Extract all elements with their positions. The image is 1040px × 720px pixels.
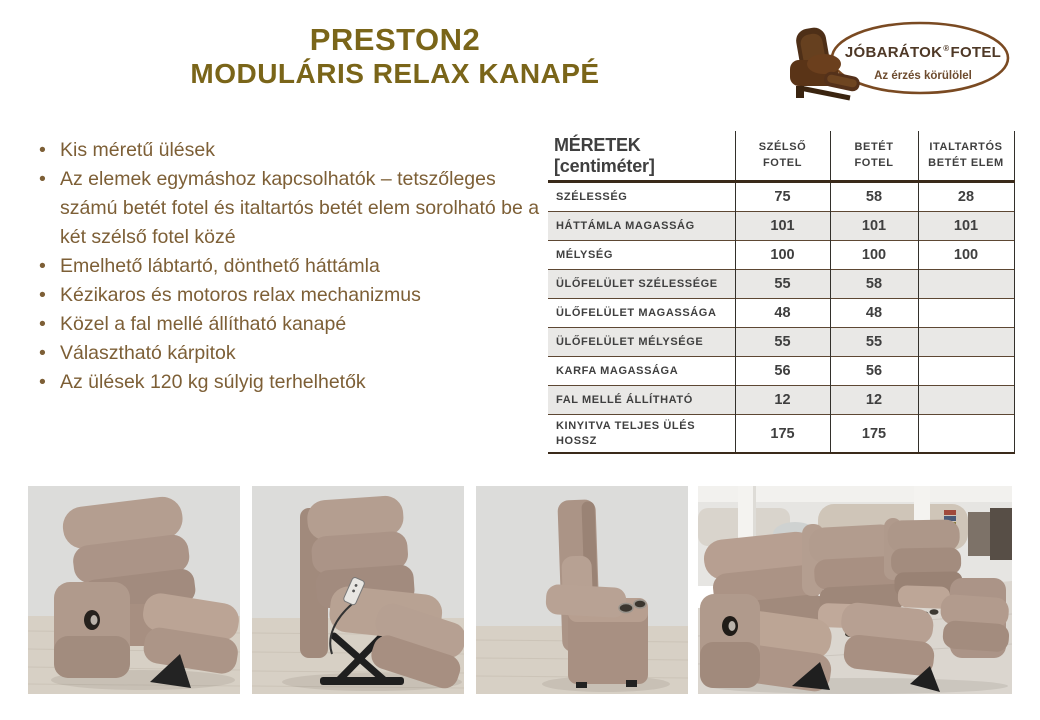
table-row xyxy=(548,357,1014,386)
value-cell: 55 xyxy=(735,270,830,299)
value-cell: 100 xyxy=(735,241,830,270)
value-cell: 101 xyxy=(830,212,918,241)
value-cell: 58 xyxy=(830,182,918,212)
value-cell: 75 xyxy=(735,182,830,212)
table-row xyxy=(548,241,1014,270)
column-header-betet-fotel: BETÉT FOTEL xyxy=(830,131,918,182)
list-item: • Az ülések 120 kg súlyig terhelhetők xyxy=(36,368,542,397)
table-row xyxy=(548,328,1014,357)
table-row xyxy=(548,212,1014,241)
value-cell xyxy=(918,415,1014,454)
value-cell: 48 xyxy=(830,299,918,328)
value-cell xyxy=(918,386,1014,415)
value-cell: 12 xyxy=(735,386,830,415)
value-cell: 55 xyxy=(830,328,918,357)
value-cell: 28 xyxy=(918,182,1014,212)
szelso-fotel-photo xyxy=(28,486,240,694)
list-item: • Emelhető lábtartó, dönthető háttámla xyxy=(36,252,542,281)
betet-fotel-photo xyxy=(252,486,464,694)
value-cell: 48 xyxy=(735,299,830,328)
table-row xyxy=(548,182,1014,212)
italtartos-betet-elem-photo xyxy=(476,486,688,694)
product-subtitle: MODULÁRIS RELAX KANAPÉ xyxy=(190,58,600,89)
value-cell: 56 xyxy=(830,357,918,386)
value-cell: 56 xyxy=(735,357,830,386)
table-header-row xyxy=(548,131,1014,182)
table-row xyxy=(548,270,1014,299)
value-cell: 100 xyxy=(918,241,1014,270)
feature-list xyxy=(36,136,542,397)
dimension-label: MÉLYSÉG xyxy=(548,241,735,270)
product-name: PRESTON2 xyxy=(309,22,481,57)
value-cell xyxy=(918,357,1014,386)
table-row xyxy=(548,415,1014,454)
page-title xyxy=(88,22,702,90)
value-cell: 175 xyxy=(830,415,918,454)
column-header-szelso-fotel: SZÉLSŐ FOTEL xyxy=(735,131,830,182)
company-logo xyxy=(780,10,1032,108)
dimension-label: FAL MELLÉ ÁLLÍTHATÓ xyxy=(548,386,735,415)
value-cell: 58 xyxy=(830,270,918,299)
value-cell: 101 xyxy=(918,212,1014,241)
value-cell xyxy=(918,299,1014,328)
list-item: • Kézikaros és motoros relax mechanizmus xyxy=(36,281,542,310)
brand-main: JÓBARÁTOK xyxy=(844,44,943,61)
value-cell: 101 xyxy=(735,212,830,241)
table-title: MÉRETEK [centiméter] xyxy=(548,131,735,182)
registered-mark: ® xyxy=(943,44,950,53)
column-header-italtartos: ITALTARTÓS BETÉT ELEM xyxy=(918,131,1014,182)
list-item: • Választható kárpitok xyxy=(36,339,542,368)
dimension-label: KARFA MAGASSÁGA xyxy=(548,357,735,386)
brand-tagline: Az érzés körülölel xyxy=(874,70,972,82)
value-cell: 100 xyxy=(830,241,918,270)
dimension-label: HÁTTÁMLA MAGASSÁG xyxy=(548,212,735,241)
value-cell xyxy=(918,270,1014,299)
value-cell: 175 xyxy=(735,415,830,454)
dimensions-table xyxy=(548,131,1015,454)
value-cell: 55 xyxy=(735,328,830,357)
table-row xyxy=(548,386,1014,415)
table-row xyxy=(548,299,1014,328)
dimension-label: ÜLŐFELÜLET MÉLYSÉGE xyxy=(548,328,735,357)
dimension-label: KINYITVA TELJES ÜLÉS HOSSZ xyxy=(548,415,735,454)
dimension-label: SZÉLESSÉG xyxy=(548,182,735,212)
list-item: • Az elemek egymáshoz kapcsolhatók – tetszőleges számú betét fotel és italtartós betét elem sorolható be a két szélső fotel közé xyxy=(36,165,542,252)
list-item: • Kis méretű ülések xyxy=(36,136,542,165)
list-item: • Közel a fal mellé állítható kanapé xyxy=(36,310,542,339)
value-cell xyxy=(918,328,1014,357)
dimension-label: ÜLŐFELÜLET SZÉLESSÉGE xyxy=(548,270,735,299)
brand-secondary: FOTEL xyxy=(950,44,1002,61)
dimension-label: ÜLŐFELÜLET MAGASSÁGA xyxy=(548,299,735,328)
value-cell: 12 xyxy=(830,386,918,415)
brand-name xyxy=(838,44,1008,61)
osszeallitott-kanape-photo xyxy=(698,486,1012,694)
